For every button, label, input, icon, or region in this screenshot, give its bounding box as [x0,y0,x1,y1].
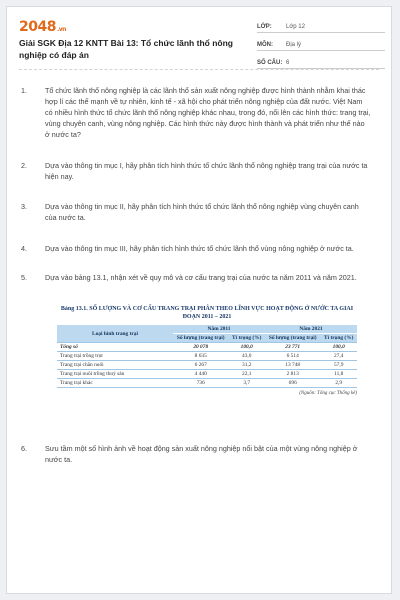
cell-type: Trang trại khác [57,379,173,388]
cell-count-2011: 736 [173,379,228,388]
question-item [21,85,371,140]
meta-row-count [257,57,385,69]
table-row [57,370,357,379]
cell-count-2011: 4 440 [173,370,228,379]
document-card [6,6,392,594]
question-text: Dựa vào thông tin mục II, hãy phân tích hình thức tổ chức lãnh thổ nông nghiệp vùng chuyên canh của nước ta. [45,202,359,222]
cell-share-2011: 22,1 [228,370,265,379]
cell-share-2011: 43,0 [228,352,265,361]
question-number: 4. [21,244,27,253]
question-item [21,243,371,254]
question-number: 5. [21,273,27,282]
cell-count-2011: 20 078 [173,343,228,352]
cell-count-2021: 6 514 [265,352,320,361]
subheader-count: Số lượng (trang trại) [265,334,320,343]
meta-value: Lớp 12 [286,23,305,30]
meta-row-subject [257,39,385,51]
question-text: Dựa vào thông tin mục III, hãy phân tích hình thức tổ chức lãnh thổ vùng nông nghiệp ở nước ta. [45,244,354,253]
cell-type: Trang trại chăn nuôi [57,361,173,370]
cell-share-2021: 2,9 [320,379,357,388]
question-text: Dựa vào thông tin mục I, hãy phân tích hình thức tổ chức lãnh thổ nông nghiệp trang trại của nước ta hiện nay. [45,161,368,181]
cell-count-2021: 696 [265,379,320,388]
site-logo[interactable] [19,19,66,35]
subheader-share: Tỉ trọng (%) [320,334,357,343]
question-item [21,272,371,283]
farm-table [57,325,357,388]
meta-panel [257,21,385,75]
meta-key: SỐ CÂU: [257,59,283,66]
meta-row-grade [257,21,385,33]
table-figure [57,305,357,396]
cell-count-2021: 2 813 [265,370,320,379]
cell-share-2021: 57,9 [320,361,357,370]
logo-suffix: .vn [56,26,66,33]
meta-key: MÔN: [257,41,273,48]
col-header-type: Loại hình trang trại [57,325,173,343]
col-header-2021: Năm 2021 [265,325,357,334]
cell-share-2011: 3,7 [228,379,265,388]
meta-value: Địa lý [286,41,302,48]
table-header-row [57,325,357,334]
question-text: Tổ chức lãnh thổ nông nghiệp là các lãnh thổ sản xuất nông nghiệp được hình thành nhằm khai thác hợp lí các thế mạnh về tự nhiên, kinh tế - xã hội cho phát triển nông nghiệp của đất nước. Việt Nam có nhiều hình thức tổ chức lãnh thổ nông nghiệp khác nhau, trong đó, nổi lên các hình thức: trang trại, vùng chuyên canh, vùng nông nghiệp. Các hình thức này được hình thành và phát triển như thế nào ở nước ta? [45,86,371,139]
divider [19,69,379,70]
meta-key: LỚP: [257,23,272,30]
table-row [57,379,357,388]
cell-share-2021: 27,4 [320,352,357,361]
col-header-2011: Năm 2011 [173,325,265,334]
table-caption: Bảng 13.1. SỐ LƯỢNG VÀ CƠ CẤU TRANG TRẠI PHÂN THEO LĨNH VỰC HOẠT ĐỘNG Ở NƯỚC TA GIAI ĐOẠN 2011 – 2021 [60,306,354,320]
question-text: Dựa vào bảng 13.1, nhận xét về quy mô và cơ cấu trang trại của nước ta năm 2011 và năm 2021. [45,273,357,282]
question-item [21,160,371,182]
cell-share-2011: 100,0 [228,343,265,352]
logo-text: 2048 [19,19,56,35]
question-item [21,201,371,223]
cell-type: Tổng số [57,343,173,352]
question-number: 3. [21,202,27,211]
cell-count-2011: 8 635 [173,352,228,361]
cell-count-2021: 13 748 [265,361,320,370]
page-title: Giải SGK Địa 12 KNTT Bài 13: Tổ chức lãnh thổ nông nghiệp có đáp án [19,38,233,60]
table-row [57,352,357,361]
cell-count-2021: 23 771 [265,343,320,352]
question-item [21,443,371,465]
question-number: 2. [21,161,27,170]
subheader-share: Tỉ trọng (%) [228,334,265,343]
meta-value: 6 [286,59,290,66]
cell-type: Trang trại trồng trọt [57,352,173,361]
subheader-count: Số lượng (trang trại) [173,334,228,343]
table-source: (Nguồn: Tổng cục Thống kê) [299,391,357,396]
question-number: 1. [21,86,27,95]
cell-count-2011: 6 267 [173,361,228,370]
cell-share-2021: 11,8 [320,370,357,379]
cell-share-2011: 31,2 [228,361,265,370]
table-row [57,361,357,370]
cell-share-2021: 100,0 [320,343,357,352]
table-row [57,343,357,352]
cell-type: Trang trại nuôi trồng thuỷ sản [57,370,173,379]
question-number: 6. [21,444,27,453]
question-text: Sưu tầm một số hình ảnh về hoạt động sản xuất nông nghiệp nổi bật của một vùng nông nghiệp ở nước ta. [45,444,358,464]
